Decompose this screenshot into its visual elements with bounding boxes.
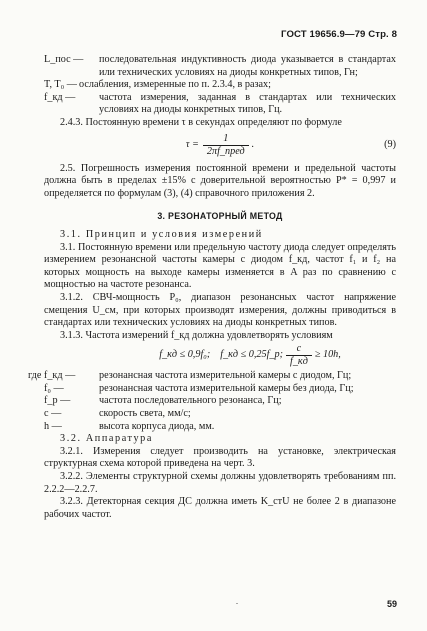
paragraph-3-1-3: 3.1.3. Частота измерений f_кд должна удовлетворять условиям bbox=[60, 329, 333, 341]
formula-lhs: τ = bbox=[185, 139, 199, 151]
equation-number: (9) bbox=[384, 139, 396, 151]
paragraph-2-4-3: 2.4.3. Постоянную времени τ в секундах определяют по формуле bbox=[60, 116, 342, 128]
definition-text: высота корпуса диода, мм. bbox=[99, 420, 215, 432]
formula-9 bbox=[44, 132, 396, 160]
section-title: 3. РЕЗОНАТОРНЫЙ МЕТОД bbox=[157, 211, 283, 222]
definition-text: частота последовательного резонанса, Гц; bbox=[99, 395, 282, 407]
definition-item bbox=[44, 383, 396, 396]
definition-item bbox=[44, 92, 396, 117]
paragraph-3-2-3: 3.2.3. Детекторная секция ДС должна иметь K_стU не более 2 в диапазоне рабочих частот. bbox=[44, 496, 396, 520]
paragraph-2-5: 2.5. Погрешность измерения постоянной времени и предельной частоты должна быть в пределах ±15% с доверительной вероятностью P* = 0,997 и определяется по формулам (3), (4) справочного приложения 2. bbox=[44, 162, 396, 199]
page-header: ГОСТ 19656.9—79 Стр. 8 bbox=[281, 29, 397, 40]
paragraph-3-2-2: 3.2.2. Элементы структурной схемы должны удовлетворять требованиям пп. 2.2.2—2.2.7. bbox=[44, 471, 396, 495]
condition-fraction bbox=[286, 343, 312, 368]
definition-item bbox=[44, 408, 396, 421]
definition-item bbox=[44, 79, 396, 92]
document-body bbox=[28, 54, 396, 521]
condition-b: f_кд ≤ 0,25f_р; bbox=[220, 348, 283, 360]
condition-a: f_кд ≤ 0,9f₀; bbox=[159, 348, 211, 360]
definition-term: f_р — bbox=[44, 395, 71, 407]
definition-text: скорость света, мм/с; bbox=[99, 408, 191, 420]
definition-term: c — bbox=[44, 408, 62, 420]
definition-term: T, T₀ — bbox=[44, 79, 77, 91]
subsection-heading-3-1: 3.1. Принцип и условия измерений bbox=[60, 228, 263, 240]
fraction-numerator: c bbox=[296, 342, 302, 354]
definition-term: h — bbox=[44, 420, 62, 432]
definition-text: резонансная частота измерительной камеры без диода, Гц; bbox=[99, 382, 354, 394]
definition-text: резонансная частота измерительной камеры с диодом, Гц; bbox=[99, 370, 352, 382]
definition-item bbox=[44, 421, 396, 434]
definition-term: где f_кд — bbox=[28, 370, 76, 382]
definition-text: ослабления, измеренные по п. 2.3.4, в разах; bbox=[79, 79, 271, 91]
definition-text: частота измерения, заданная в стандартах или технических условиях на диоды конкретных типов, Гц. bbox=[99, 91, 396, 116]
formula-denominator: 2πf_пред bbox=[203, 145, 249, 158]
definition-item bbox=[44, 54, 396, 79]
definition-term: f_кд — bbox=[44, 91, 76, 103]
definition-item bbox=[44, 395, 396, 408]
paragraph-3-1-2: 3.1.2. СВЧ-мощность P₀, диапазон резонансных частот напряжение смещения U_см, при которых производят измерения, должны приводиться в стандартах или технических условиях на диоды конкретных типов. bbox=[44, 291, 396, 329]
formula-dot: . bbox=[251, 139, 255, 151]
subsection-heading-3-2: 3.2. Аппаратура bbox=[60, 433, 153, 445]
fraction-denominator: f_кд bbox=[286, 355, 312, 368]
definition-text: последовательная индуктивность диода указывается в стандартах или технических условиях на диоды конкретных типов, Гн; bbox=[99, 54, 396, 78]
conditions-formula bbox=[44, 343, 396, 367]
stray-mark: . bbox=[236, 597, 238, 606]
paragraph-3-2-1: 3.2.1. Измерения следует производить на установке, электрическая структурная схема которой приведена на черт. 3. bbox=[44, 445, 396, 470]
definition-item bbox=[28, 370, 396, 383]
page-number: 59 bbox=[386, 599, 397, 609]
paragraph-3-1-1: 3.1. Постоянную времени или предельную частоту диода следует определять измерением резонансной частоты камеры с диодом f_кд, частот f₁ и f₂ на которых мощность на выходе камеры изменяется в A раз по сравнению с мощностью на частоте резонанса. bbox=[44, 241, 396, 291]
formula-numerator: 1 bbox=[223, 133, 229, 145]
formula-fraction bbox=[203, 133, 249, 158]
definition-term: f₀ — bbox=[44, 382, 64, 394]
condition-c: ≥ 10h, bbox=[314, 348, 341, 360]
definition-term: L_пос — bbox=[44, 54, 84, 65]
